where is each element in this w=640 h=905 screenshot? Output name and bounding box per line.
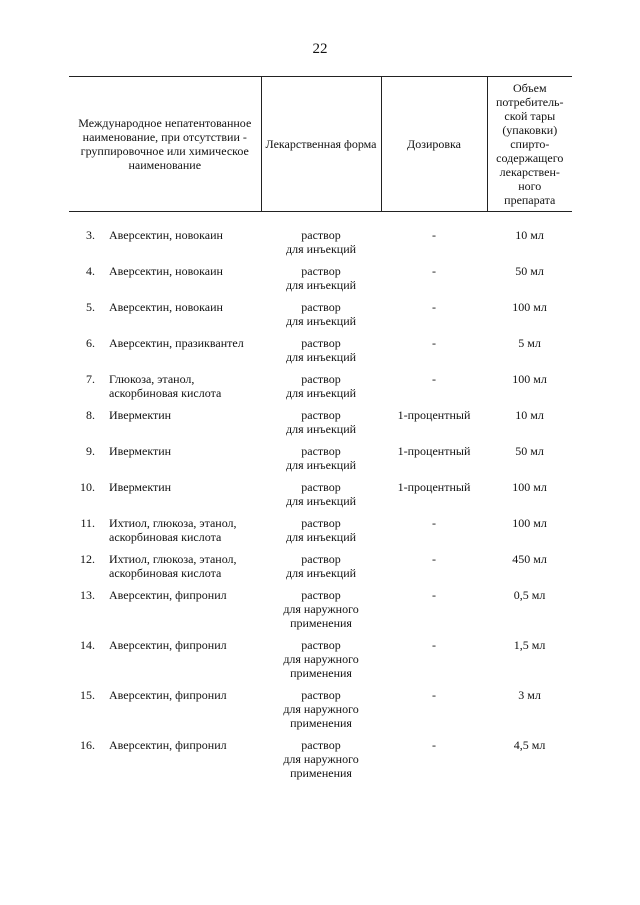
header-volume-line: потребитель-	[495, 95, 564, 109]
table-row	[69, 516, 572, 552]
row-dosage: -	[432, 300, 437, 314]
row-drug-name-line: Ихтиол, глюкоза, этанол,	[109, 516, 237, 530]
row-dosage-form-line: для инъекций	[285, 386, 357, 400]
row-dosage: -	[432, 552, 437, 566]
row-volume: 5 мл	[518, 336, 541, 350]
row-dosage: -	[432, 588, 437, 602]
row-number: 3.	[86, 228, 95, 242]
row-dosage-form-line: раствор	[301, 516, 341, 530]
header-volume-line: препарата	[504, 193, 556, 207]
row-dosage-form-line: для инъекций	[285, 494, 357, 508]
row-drug-name-line: Аверсектин, фипронил	[109, 588, 227, 602]
row-number: 9.	[86, 444, 95, 458]
row-dosage-form	[261, 408, 381, 444]
drug-table	[69, 76, 572, 788]
row-drug-name-line: аскорбиновая кислота	[109, 386, 222, 400]
row-drug-name	[109, 264, 261, 300]
row-number: 11.	[80, 516, 95, 530]
row-dosage-form	[261, 372, 381, 408]
row-drug-name	[109, 444, 261, 480]
row-dosage-form-line: для наружного	[283, 652, 359, 666]
table-row	[69, 336, 572, 372]
row-drug-name-line: Ивермектин	[109, 480, 172, 494]
row-dosage-form-line: раствор	[301, 408, 341, 422]
table-row	[69, 264, 572, 300]
row-dosage-form	[261, 638, 381, 688]
row-volume: 10 мл	[515, 228, 544, 242]
row-dosage: -	[432, 688, 437, 702]
row-dosage-form-line: для наружного	[283, 702, 359, 716]
header-volume-line: спирто-	[510, 137, 550, 151]
row-number: 4.	[86, 264, 95, 278]
row-dosage-form	[261, 588, 381, 638]
row-number: 10.	[80, 480, 95, 494]
row-drug-name-line: аскорбиновая кислота	[109, 530, 222, 544]
row-dosage-form-line: раствор	[301, 300, 341, 314]
row-drug-name-line: Глюкоза, этанол,	[109, 372, 195, 386]
row-dosage: -	[432, 638, 437, 652]
row-dosage-form-line: для наружного	[283, 602, 359, 616]
page-number: 22	[312, 41, 328, 57]
row-dosage-form-line: раствор	[301, 372, 341, 386]
table-row	[69, 300, 572, 336]
row-dosage-form	[261, 516, 381, 552]
row-drug-name	[109, 212, 261, 265]
row-dosage-form-line: для наружного	[283, 752, 359, 766]
row-dosage: 1-процентный	[397, 444, 471, 458]
row-number: 7.	[86, 372, 95, 386]
header-volume-line: лекарствен-	[499, 165, 560, 179]
row-dosage: -	[432, 228, 437, 242]
table-row	[69, 552, 572, 588]
row-drug-name-line: аскорбиновая кислота	[109, 566, 222, 580]
row-dosage: 1-процентный	[397, 408, 471, 422]
table-row	[69, 480, 572, 516]
row-volume: 0,5 мл	[513, 588, 546, 602]
header-volume-line: Объем	[512, 81, 547, 95]
row-dosage-form-line: раствор	[301, 552, 341, 566]
row-dosage-form-line: для инъекций	[285, 422, 357, 436]
table-row	[69, 638, 572, 688]
row-volume: 1,5 мл	[513, 638, 546, 652]
row-drug-name	[109, 688, 261, 738]
row-volume: 4,5 мл	[513, 738, 546, 752]
row-number: 12.	[80, 552, 95, 566]
row-dosage-form	[261, 212, 381, 265]
row-number: 15.	[80, 688, 95, 702]
row-dosage-form-line: применения	[290, 616, 352, 630]
row-dosage-form	[261, 552, 381, 588]
header-volume-line: ской тары	[504, 109, 556, 123]
row-dosage-form	[261, 264, 381, 300]
row-dosage: -	[432, 738, 437, 752]
header-volume-line: (упаковки)	[502, 123, 558, 137]
row-volume: 3 мл	[518, 688, 541, 702]
header-volume	[487, 77, 572, 212]
row-dosage-form	[261, 336, 381, 372]
row-drug-name-line: Ивермектин	[109, 444, 172, 458]
row-dosage-form-line: применения	[290, 766, 352, 780]
row-volume: 50 мл	[515, 444, 544, 458]
header-volume-line: содержащего	[496, 151, 564, 165]
row-volume: 100 мл	[512, 480, 547, 494]
row-dosage-form-line: раствор	[301, 738, 341, 752]
table-body	[69, 212, 572, 789]
row-dosage-form-line: раствор	[301, 264, 341, 278]
row-drug-name	[109, 738, 261, 788]
row-volume: 100 мл	[512, 372, 547, 386]
row-drug-name	[109, 372, 261, 408]
row-drug-name	[109, 638, 261, 688]
header-volume-line: ного	[518, 179, 542, 193]
row-dosage: -	[432, 336, 437, 350]
row-dosage-form-line: применения	[290, 666, 352, 680]
header-form: Лекарственная форма	[261, 77, 381, 212]
row-drug-name-line: Аверсектин, фипронил	[109, 738, 227, 752]
row-volume: 50 мл	[515, 264, 544, 278]
row-drug-name-line: Аверсектин, празиквантел	[109, 336, 244, 350]
row-dosage-form-line: для инъекций	[285, 566, 357, 580]
table-row	[69, 588, 572, 638]
row-drug-name-line: Аверсектин, фипронил	[109, 688, 227, 702]
row-dosage-form	[261, 480, 381, 516]
row-dosage-form-line: применения	[290, 716, 352, 730]
row-dosage-form-line: для инъекций	[285, 314, 357, 328]
row-number: 16.	[80, 738, 95, 752]
row-drug-name-line: Ихтиол, глюкоза, этанол,	[109, 552, 237, 566]
row-dosage: -	[432, 372, 437, 386]
table-header	[69, 77, 572, 212]
row-dosage-form	[261, 738, 381, 788]
row-drug-name-line: Аверсектин, фипронил	[109, 638, 227, 652]
row-drug-name	[109, 408, 261, 444]
row-volume: 450 мл	[512, 552, 547, 566]
row-dosage-form-line: для инъекций	[285, 278, 357, 292]
table-row	[69, 408, 572, 444]
row-dosage-form-line: для инъекций	[285, 458, 357, 472]
row-drug-name-line: Аверсектин, новокаин	[109, 228, 223, 242]
row-number: 14.	[80, 638, 95, 652]
row-dosage: 1-процентный	[397, 480, 471, 494]
row-drug-name-line: Аверсектин, новокаин	[109, 264, 223, 278]
table-row	[69, 738, 572, 788]
row-dosage-form-line: раствор	[301, 336, 341, 350]
row-drug-name	[109, 336, 261, 372]
row-drug-name	[109, 516, 261, 552]
row-dosage-form	[261, 688, 381, 738]
row-number: 5.	[86, 300, 95, 314]
row-dosage: -	[432, 516, 437, 530]
row-volume: 10 мл	[515, 408, 544, 422]
row-drug-name-line: Аверсектин, новокаин	[109, 300, 223, 314]
row-volume: 100 мл	[512, 516, 547, 530]
row-number: 13.	[80, 588, 95, 602]
row-dosage-form-line: для инъекций	[285, 530, 357, 544]
table-row	[69, 212, 572, 265]
row-dosage: -	[432, 264, 437, 278]
row-dosage-form-line: раствор	[301, 688, 341, 702]
table-row	[69, 372, 572, 408]
row-drug-name	[109, 300, 261, 336]
header-dosage: Дозировка	[381, 77, 487, 212]
row-dosage-form-line: для инъекций	[285, 350, 357, 364]
row-drug-name	[109, 480, 261, 516]
header-name: Международное непатентованное наименование, при отсутствии - группировочное или химическое наименование	[69, 77, 261, 212]
row-number: 6.	[86, 336, 95, 350]
row-number: 8.	[86, 408, 95, 422]
row-dosage-form-line: раствор	[301, 588, 341, 602]
row-dosage-form-line: раствор	[301, 228, 341, 242]
table-row	[69, 444, 572, 480]
row-volume: 100 мл	[512, 300, 547, 314]
row-dosage-form-line: раствор	[301, 638, 341, 652]
table-row	[69, 688, 572, 738]
row-drug-name	[109, 552, 261, 588]
row-dosage-form-line: для инъекций	[285, 242, 357, 256]
row-dosage-form-line: раствор	[301, 444, 341, 458]
row-dosage-form	[261, 444, 381, 480]
row-drug-name	[109, 588, 261, 638]
row-dosage-form-line: раствор	[301, 480, 341, 494]
row-drug-name-line: Ивермектин	[109, 408, 172, 422]
row-dosage-form	[261, 300, 381, 336]
